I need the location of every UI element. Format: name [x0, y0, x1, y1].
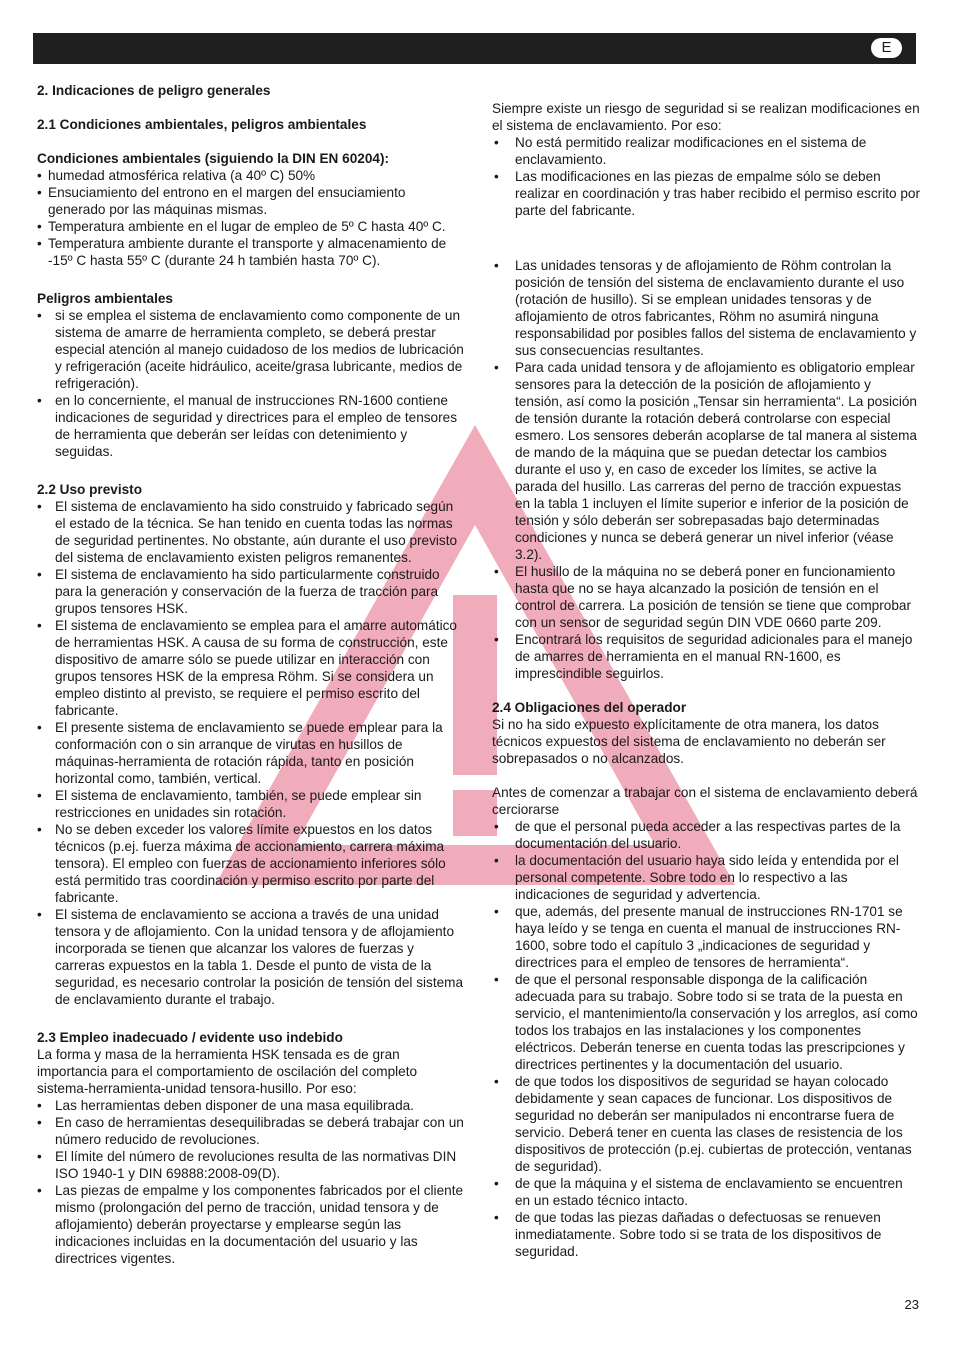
list-item: • si se emplea el sistema de enclavamiento como componente de un sistema de amarre de herramienta completo, se deberá prestar especial atención al manejo cuidadoso de los medios de lubricación y refrigeración (aceite hidráulico, aceite/grasa lubricante, medios de refrigeración). [37, 307, 465, 392]
list-item: • El límite del número de revoluciones resulta de las normativas DIN ISO 1940-1 y DIN 69888:2008-09(D). [37, 1148, 465, 1182]
list-item: • El sistema de enclavamiento ha sido particularmente construido para la generación y conservación de la fuerza de tracción para grupos tensores HSK. [37, 566, 465, 617]
left-column [37, 82, 465, 1267]
modifications-intro: Siempre existe un riesgo de seguridad si se realizan modificaciones en el sistema de enclavamiento. Por eso: [492, 101, 920, 133]
header-bar [33, 33, 916, 64]
hazards-title: Peligros ambientales [37, 291, 173, 306]
conditions-title: Condiciones ambientales (siguiendo la DIN EN 60204): [37, 151, 390, 166]
operator-duties-list [492, 818, 920, 1260]
list-item: • de que el personal pueda acceder a las respectivas partes de la documentación del usuario. [492, 818, 920, 852]
list-item: • En caso de herramientas desequilibradas se deberá trabajar con un número reducido de revoluciones. [37, 1114, 465, 1148]
list-item: • El sistema de enclavamiento, también, se puede emplear sin restricciones en unidades sin rotación. [37, 787, 465, 821]
list-item: • de que todos los dispositivos de seguridad se hayan colocado debidamente y sean capaces de funcionar. Los dispositivos de seguridad no deberán ser manipulados ni encontrarse fuera de servicio. Deberá tener en cuenta las clases de resistencia de los dispositivos de protección (p.ej. cubiertas de protección, ventanas de seguridad). [492, 1073, 920, 1175]
page-number: 23 [904, 1297, 919, 1312]
list-item: • Ensuciamiento del entrono en el margen del ensuciamiento generado por las máquinas mismas. [37, 184, 465, 218]
list-item: • la documentación del usuario haya sido leída y entendida por el personal competente. Sobre todo en lo respectivo a las indicaciones de seguridad y advertencia. [492, 852, 920, 903]
list-item: • Temperatura ambiente durante el transporte y almacenamiento de -15º C hasta 55º C (durante 24 h también hasta 70º C). [37, 235, 465, 269]
list-item: • que, además, del presente manual de instrucciones RN-1701 se haya leído y se tenga en cuenta el manual de instrucciones RN-1600, sobre todo el capítulo 3 „indicaciones de seguridad y directrices para el empleo de tensores de herramienta“. [492, 903, 920, 971]
list-item: • de que el personal responsable disponga de la calificación adecuada para su trabajo. Sobre todo si se trata de la puesta en servicio, el mantenimiento/la conservación y los arreglos, así como todos los trabajos en las instalaciones y los componentes eléctricos. Deberán tenerse en cuenta todas las prescripciones y directrices pertinentes y la documentación del usuario. [492, 971, 920, 1073]
section-title: 2. Indicaciones de peligro generales [37, 83, 271, 98]
conditions-list [37, 167, 465, 269]
right-column [492, 100, 920, 1260]
list-item: • El husillo de la máquina no se deberá poner en funcionamiento hasta que no se haya alcanzado la posición de tensión en el control de carrera. La posición de tensión se tiene que comprobar con un sensor de seguridad según DIN VDE 0660 parte 209. [492, 563, 920, 631]
section-2-3-title: 2.3 Empleo inadecuado / evidente uso indebido [37, 1030, 343, 1045]
section-2-4-intro: Si no ha sido expuesto explícitamente de otra manera, los datos técnicos expuestos del sistema de enclavamiento no deberán ser sobrepasados o no alcanzados. [492, 717, 886, 766]
language-badge: E [871, 38, 902, 58]
list-item: • El presente sistema de enclavamiento se puede emplear para la conformación con o sin arranque de virutas en husillos de máquinas-herramienta de rotación rápida, tanto en posición horizontal como, también, vertical. [37, 719, 465, 787]
misuse-list [37, 1097, 465, 1267]
list-item: • El sistema de enclavamiento ha sido construido y fabricado según el estado de la técnica. Se han tenido en cuenta todas las normas de seguridad pertinentes. No obstante, aún durante el uso previsto del sistema de enclavamiento existen peligros remanentes. [37, 498, 465, 566]
section-2-1-title: 2.1 Condiciones ambientales, peligros ambientales [37, 117, 367, 132]
list-item: • Las herramientas deben disponer de una masa equilibrada. [37, 1097, 465, 1114]
list-item: • de que todas las piezas dañadas o defectuosas se renueven inmediatamente. Sobre todo si se trata de los dispositivos de seguridad. [492, 1209, 920, 1260]
list-item: • Las piezas de empalme y los componentes fabricados por el cliente mismo (prolongación del perno de tracción, unidad tensora y de aflojamiento) deberán proyectarse y emplearse según las indicaciones incluidas en la documentación del usuario y las directrices vigentes. [37, 1182, 465, 1267]
list-item: • de que la máquina y el sistema de enclavamiento se encuentren en un estado técnico intacto. [492, 1175, 920, 1209]
list-item: • Las modificaciones en las piezas de empalme sólo se deben realizar en coordinación y tras haber recibido el permiso escrito por parte del fabricante. [492, 168, 920, 219]
list-item: • Las unidades tensoras y de aflojamiento de Röhm controlan la posición de tensión del sistema de enclavamiento durante el uso (rotación de husillo). Si se emplean unidades tensoras y de aflojamiento de otros fabricantes, Röhm no asumirá ninguna responsabilidad por posibles fallos del sistema de enclavamiento y sus consecuencias resultantes. [492, 257, 920, 359]
list-item: • Encontrará los requisitos de seguridad adicionales para el manejo de amarres de herramienta en el manual RN-1600, es imprescindible seguirlos. [492, 631, 920, 682]
clamping-units-list [492, 257, 920, 682]
list-item: • Para cada unidad tensora y de aflojamiento es obligatorio emplear sensores para la detección de la posición de aflojamiento y tensión, así como la posición „Tensar sin herramienta“. La posición de tensión durante la rotación deberá controlarse con especial esmero. Los sensores deberán acoplarse de tal manera al sistema de mando de la máquina que se puedan detectar los cambios durante el uso y, en caso de exceder los límites, se active la parada del husillo. Las carreras del perno de tracción expuestas en la tabla 1 incluyen el límite superior e inferior de la posición de tensión y sólo deberán ser sobrepasadas bajo determinadas condiciones y nunca se deberá generar un nivel inferior (véase 3.2). [492, 359, 920, 563]
list-item: • No está permitido realizar modificaciones en el sistema de enclavamiento. [492, 134, 920, 168]
list-item: • No se deben exceder los valores límite expuestos en los datos técnicos (p.ej. fuerza máxima de accionamiento, carrera máxima tensora). El empleo con fuerzas de accionamiento inferiores sólo está permitido tras coordinación y permiso escrito por parte del fabricante. [37, 821, 465, 906]
section-2-4-title: 2.4 Obligaciones del operador [492, 700, 687, 715]
list-item: • humedad atmosférica relativa (a 40º C) 50% [37, 167, 465, 184]
list-item: • El sistema de enclavamiento se acciona a través de una unidad tensora y de aflojamiento. Con la unidad tensora y de aflojamiento incorporada se tienen que alcanzar los valores de fuerzas y carreras expuestos en la tabla 1. Desde el punto de vista de la seguridad, es necesario controlar la posición de tensión del sistema de enclavamiento durante el trabajo. [37, 906, 465, 1008]
list-item: • Temperatura ambiente en el lugar de empleo de 5º C hasta 40º C. [37, 218, 465, 235]
section-2-3-intro: La forma y masa de la herramienta HSK tensada es de gran importancia para el comportamiento de oscilación del completo sistema-herramienta-unidad tensora-husillo. Por eso: [37, 1047, 418, 1096]
list-item: • El sistema de enclavamiento se emplea para el amarre automático de herramientas HSK. A causa de su forma de construcción, este dispositivo de amarre sólo se puede utilizar en interacción con grupos tensores HSK de la empresa Röhm. Si se considera un empleo distinto al previsto, se requiere el permiso escrito del fabricante. [37, 617, 465, 719]
section-2-4-before: Antes de comenzar a trabajar con el sistema de enclavamiento deberá cerciorarse [492, 785, 918, 817]
list-item: • en lo concerniente, el manual de instrucciones RN-1600 contiene indicaciones de seguridad y directrices para el empleo de tensores de herramienta que deberán ser leídas con detenimiento y seguidas. [37, 392, 465, 460]
hazards-list [37, 307, 465, 460]
intended-use-list [37, 498, 465, 1008]
section-2-2-title: 2.2 Uso previsto [37, 482, 143, 497]
modifications-list [492, 134, 920, 219]
